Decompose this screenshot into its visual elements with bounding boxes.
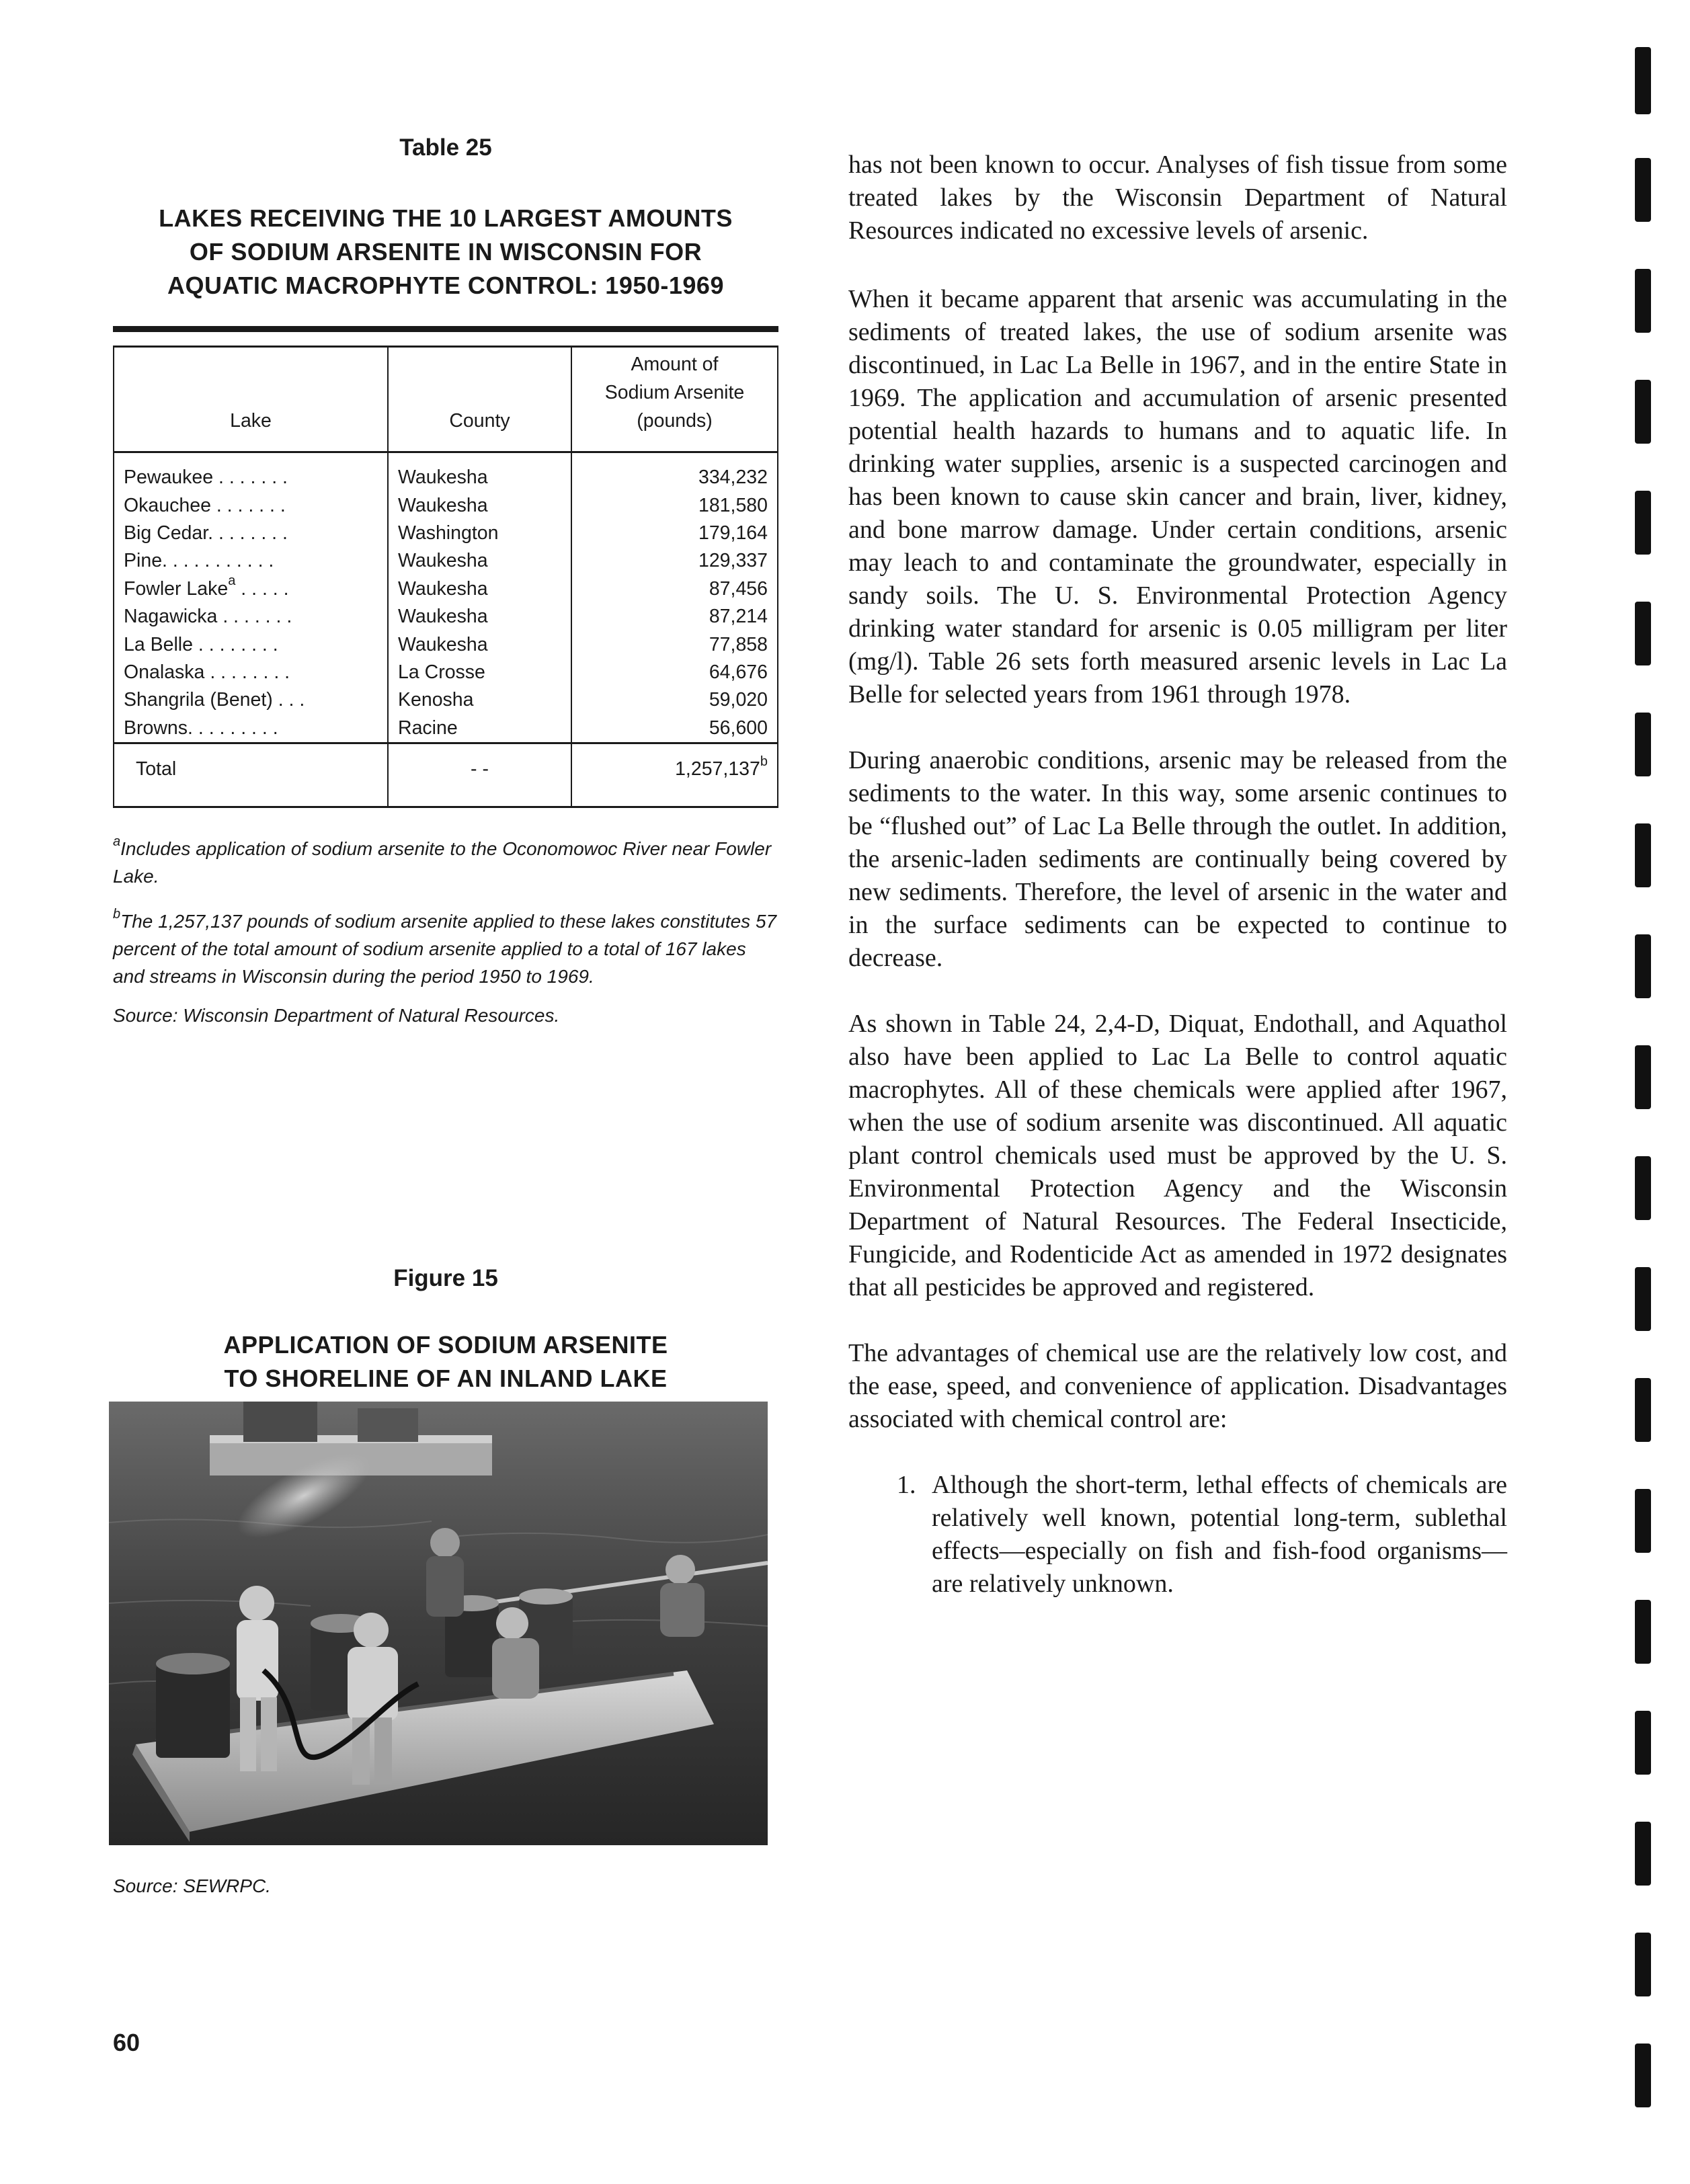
cell-amount: 59,020 [571,686,778,714]
cell-lake: La Belle . . . . . . . . [114,631,388,658]
cell-lake: Nagawicka . . . . . . . [114,603,388,631]
cell-lake: Okauchee . . . . . . . [114,491,388,519]
cell-county: Washington [388,520,571,547]
table-title-line: LAKES RECEIVING THE 10 LARGEST AMOUNTS [159,204,733,232]
cell-lake: Big Cedar. . . . . . . . [114,520,388,547]
cell-lake-name: Fowler Lake [124,577,229,600]
table-row [114,715,778,743]
cell-amount: 56,600 [571,715,778,743]
total-amount [571,743,778,807]
cell-amount: 129,337 [571,547,778,575]
cell-amount: 87,456 [571,575,778,603]
cell-lake-dots: . . . . . [235,577,289,600]
figure-title-line: TO SHORELINE OF AN INLAND LAKE [224,1365,668,1392]
cell-county: Waukesha [388,631,571,658]
cell-amount: 87,214 [571,603,778,631]
footnote-marker-b: b [760,754,768,769]
paragraph: During anaerobic conditions, arsenic may be released from the sediments to the water. In this way, some arsenic continues to be “flushed out” of Lac La Belle through the outlet. In addition, the arsenic-laden sediments are continually being covered by new sediments. Therefore, the level of arsenic in the water and in the surface sediments can be expected to continue to decrease. [848,746,1507,972]
header-amount-line: Sodium Arsenite [604,382,745,403]
table-row [114,520,778,547]
table-section [113,134,778,1026]
cell-amount: 181,580 [571,491,778,519]
cell-amount: 64,676 [571,659,778,686]
header-amount [571,347,778,452]
total-label: Total [114,743,388,807]
paragraph: The advantages of chemical use are the relatively low cost, and the ease, speed, and convenience of application. Disadvantages associated with chemical control are: [848,1339,1507,1433]
table-row [114,452,778,492]
table-total-row [114,743,778,807]
table-row [114,603,778,631]
table-row [114,659,778,686]
cell-lake: Browns. . . . . . . . . [114,715,388,743]
table-row [114,686,778,714]
cell-county: Waukesha [388,547,571,575]
table-source: Source: Wisconsin Department of Natural Resources. [113,1004,560,1026]
cell-amount: 77,858 [571,631,778,658]
cell-county: Racine [388,715,571,743]
binding-marks [1627,40,1667,2178]
figure-title [113,1328,778,1396]
paragraph: When it became apparent that arsenic was accumulating in the sediments of treated lakes, the use of sodium arsenite was discontinued, in Lac La Belle in 1967, and in the entire State in 1969. The application and accumulation of arsenic presented potential health hazards to humans and to aquatic life. In drinking water supplies, arsenic is a suspected carcinogen and has been known to cause skin cancer and brain, liver, kidney, and bone marrow damage. Under certain conditions, arsenic may leach to and contaminate the groundwater, especially in sandy soils. The U. S. Environmental Protection Agency drinking water standard for arsenic is 0.05 milligram per liter (mg/l). Table 26 sets forth measured arsenic levels in Lac La Belle for selected years from 1961 through 1978. [848,285,1507,709]
cell-amount: 334,232 [571,452,778,492]
table-row [114,491,778,519]
cell-lake: Onalaska . . . . . . . . [114,659,388,686]
footnote-a-mark: a [113,834,121,849]
figure-source: Source: SEWRPC. [113,1875,271,1896]
table-row [114,547,778,575]
cell-lake: Shangrila (Benet) . . . [114,686,388,714]
cell-lake [114,575,388,603]
footnote-b-mark: b [113,906,121,922]
footnote-marker-a: a [228,573,236,589]
footnote-b-text: The 1,257,137 pounds of sodium arsenite applied to these lakes constitutes 57 percent of the total amount of sodium arsenite applied to a total of 167 lakes and streams in Wisconsin during the period 1950 to 1969. [113,910,777,987]
list-item-text: Although the short-term, lethal effects of chemicals are relatively well known, potential long-term, sublethal effects—especially on fish and fish-food organisms—are relatively unknown. [932,1471,1507,1598]
cell-county: Kenosha [388,686,571,714]
table-top-rule [113,326,778,332]
total-county: - - [388,743,571,807]
cell-county: Waukesha [388,575,571,603]
table-title-line: AQUATIC MACROPHYTE CONTROL: 1950-1969 [167,272,724,299]
total-amount-value: 1,257,137 [675,758,760,780]
paragraph: has not been known to occur. Analyses of fish tissue from some treated lakes by the Wisconsin Department of Natural Resources indicated no excessive levels of arsenic. [848,151,1507,245]
list-item [897,1469,1507,1601]
footnote-b [113,907,778,990]
header-county: County [388,347,571,452]
page-number: 60 [113,2029,140,2056]
cell-county: La Crosse [388,659,571,686]
cell-lake: Pine. . . . . . . . . . . [114,547,388,575]
table-row [114,631,778,658]
footnote-a [113,835,778,890]
header-amount-line: (pounds) [637,410,713,432]
list-item-number: 1. [897,1471,916,1499]
figure-number: Figure 15 [393,1265,498,1291]
table-title [113,202,778,302]
cell-lake: Pewaukee . . . . . . . [114,452,388,492]
boat-spraying-photo [109,1402,768,1845]
cell-county: Waukesha [388,452,571,492]
paragraph: As shown in Table 24, 2,4-D, Diquat, Endothall, and Aquathol also have been applied to Lac La Belle to control aquatic macrophytes. All of these chemicals were applied after 1967, when the use of sodium arsenite was discontinued. All aquatic plant control chemicals used must be approved by the U. S. Environmental Protection Agency and the Wisconsin Department of Natural Resources. The Federal Insecticide, Fungicide, and Rodenticide Act as amended in 1972 designates that all pesticides be approved and registered. [848,1010,1507,1301]
header-amount-line: Amount of [631,354,719,375]
table-title-line: OF SODIUM ARSENITE IN WISCONSIN FOR [189,238,702,266]
figure-title-line: APPLICATION OF SODIUM ARSENITE [223,1331,668,1359]
table-row [114,575,778,603]
header-lake: Lake [114,347,388,452]
cell-county: Waukesha [388,603,571,631]
body-text [848,149,1507,1601]
cell-amount: 179,164 [571,520,778,547]
arsenite-table [113,346,778,808]
cell-county: Waukesha [388,491,571,519]
table-number: Table 25 [399,134,492,161]
table-header-row [114,347,778,452]
footnote-a-text: Includes application of sodium arsenite to the Oconomowoc River near Fowler Lake. [113,838,772,887]
